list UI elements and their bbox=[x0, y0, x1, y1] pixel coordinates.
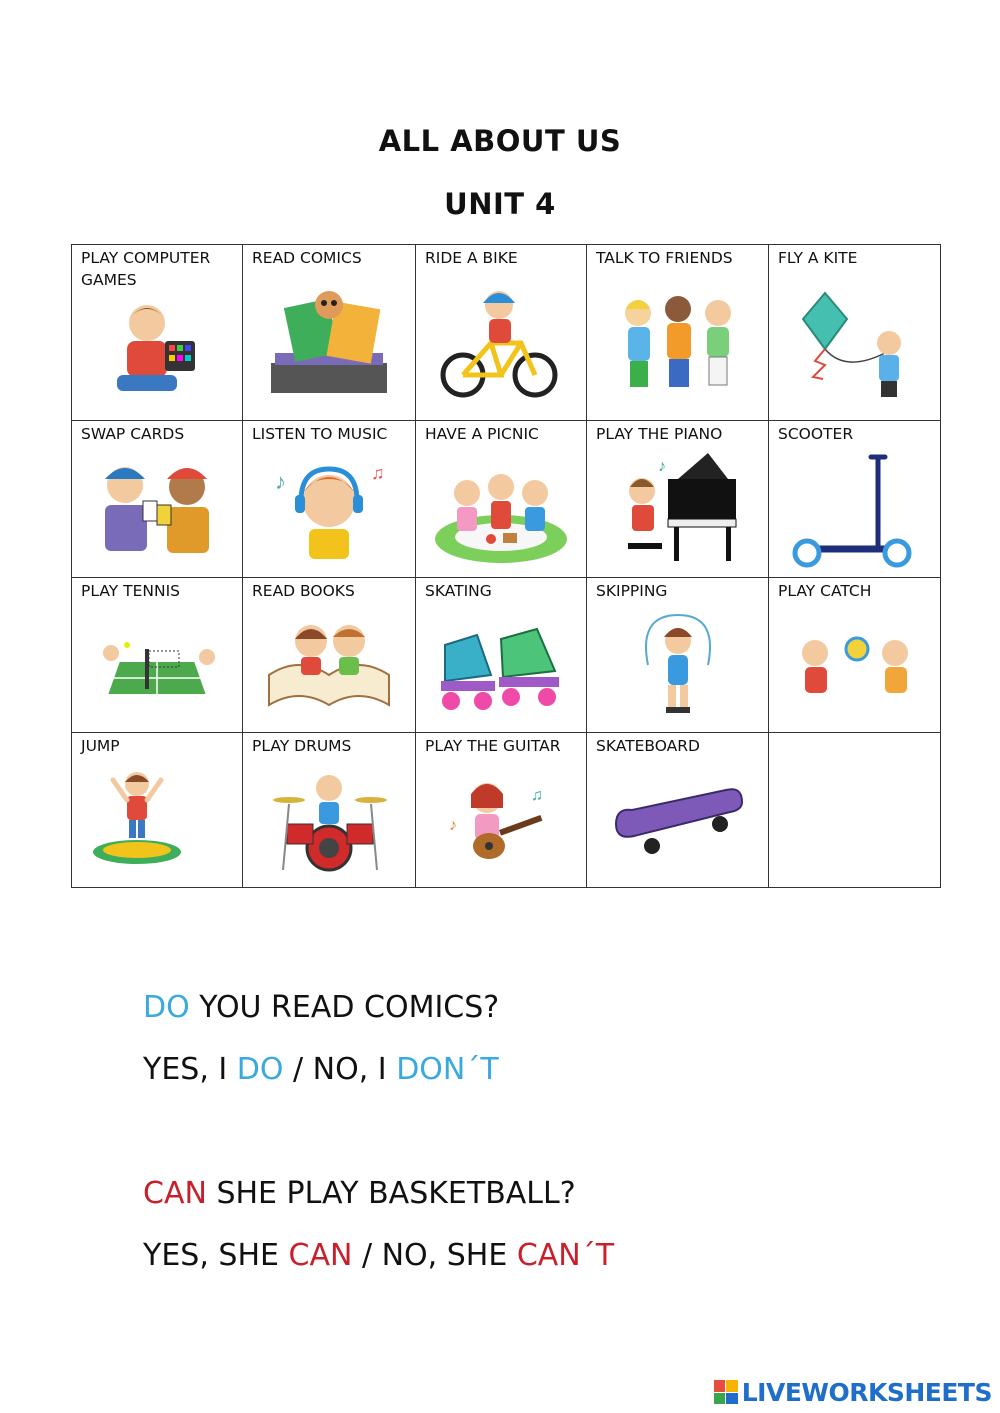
activity-label: SKIPPING bbox=[596, 582, 668, 600]
scooter-icon bbox=[769, 451, 940, 567]
activity-label: SCOOTER bbox=[778, 425, 854, 443]
activity-label: PLAY DRUMS bbox=[252, 737, 352, 755]
ball-icon bbox=[769, 608, 940, 722]
answer-can-no: CAN´T bbox=[516, 1238, 615, 1273]
open-book-icon bbox=[243, 608, 415, 722]
activity-cell bbox=[416, 421, 587, 578]
activity-label: PLAY THE PIANO bbox=[596, 425, 723, 443]
grid-row bbox=[72, 245, 941, 421]
can-verb: CAN bbox=[143, 1176, 207, 1211]
answer-do-no: DON´T bbox=[396, 1052, 499, 1087]
activity-cell bbox=[243, 733, 416, 888]
trading-cards-icon bbox=[72, 451, 242, 567]
svg-text:♫: ♫ bbox=[371, 463, 385, 483]
answer-can-start: YES, SHE bbox=[143, 1238, 289, 1273]
activity-label: READ COMICS bbox=[252, 249, 362, 267]
activity-label: PLAY TENNIS bbox=[81, 582, 180, 600]
activity-label: SKATING bbox=[425, 582, 492, 600]
question-can bbox=[143, 1176, 576, 1211]
activity-cell bbox=[769, 245, 941, 421]
svg-text:♪: ♪ bbox=[657, 458, 666, 475]
do-verb: DO bbox=[143, 990, 190, 1025]
activity-label: READ BOOKS bbox=[252, 582, 355, 600]
question-can-text: SHE PLAY BASKETBALL? bbox=[206, 1176, 576, 1211]
worksheet-title: ALL ABOUT US bbox=[378, 124, 622, 158]
headphones-icon bbox=[243, 451, 415, 567]
grid-row bbox=[72, 421, 941, 578]
activity-cell bbox=[769, 578, 941, 733]
activity-cell bbox=[416, 245, 587, 421]
activity-label: RIDE A BIKE bbox=[425, 249, 518, 267]
answer-do-yes: DO bbox=[236, 1052, 284, 1087]
activity-label: FLY A KITE bbox=[778, 249, 858, 267]
tennis-court-icon bbox=[72, 608, 242, 722]
activity-label: SKATEBOARD bbox=[596, 737, 700, 755]
answer-do-separator: / NO, I bbox=[283, 1052, 397, 1087]
friends-icon bbox=[587, 275, 768, 410]
activity-cell bbox=[587, 578, 769, 733]
activity-cell bbox=[769, 421, 941, 578]
activity-label: PLAY COMPUTER GAMES bbox=[81, 249, 211, 289]
activity-cell bbox=[587, 733, 769, 888]
grid-row bbox=[72, 733, 941, 888]
svg-text:♫: ♫ bbox=[531, 787, 543, 804]
activities-grid bbox=[71, 244, 941, 888]
brand-name: LIVEWORKSHEETS bbox=[741, 1377, 992, 1407]
activity-cell bbox=[243, 578, 416, 733]
activity-cell bbox=[243, 245, 416, 421]
skateboard-icon bbox=[587, 763, 768, 877]
question-do-text: YOU READ COMICS? bbox=[189, 990, 500, 1025]
activity-cell bbox=[587, 245, 769, 421]
answer-do bbox=[143, 1052, 499, 1087]
grid-row bbox=[72, 578, 941, 733]
piano-icon bbox=[587, 451, 768, 567]
activity-cell bbox=[587, 421, 769, 578]
answer-do-start: YES, I bbox=[143, 1052, 237, 1087]
picnic-icon bbox=[416, 451, 586, 567]
activity-label: JUMP bbox=[81, 737, 120, 755]
comics-pile-icon bbox=[243, 275, 415, 410]
activity-label: PLAY THE GUITAR bbox=[425, 737, 561, 755]
drum-kit-icon bbox=[243, 763, 415, 877]
activity-cell bbox=[769, 733, 941, 888]
answer-can bbox=[143, 1238, 614, 1273]
activity-label: TALK TO FRIENDS bbox=[596, 249, 733, 267]
activity-cell bbox=[72, 421, 243, 578]
kite-icon bbox=[769, 275, 940, 410]
activity-cell bbox=[72, 578, 243, 733]
svg-text:♪: ♪ bbox=[449, 817, 457, 834]
activity-cell bbox=[72, 245, 243, 421]
guitar-icon bbox=[416, 763, 586, 877]
answer-can-separator: / NO, SHE bbox=[352, 1238, 517, 1273]
brand-logo-icon bbox=[714, 1380, 738, 1404]
activity-label: LISTEN TO MUSIC bbox=[252, 425, 388, 443]
trampoline-icon bbox=[72, 763, 242, 877]
unit-title: UNIT 4 bbox=[444, 187, 556, 221]
activity-cell bbox=[416, 578, 587, 733]
activity-cell bbox=[243, 421, 416, 578]
activity-cell bbox=[72, 733, 243, 888]
roller-skates-icon bbox=[416, 608, 586, 722]
liveworksheets-brand[interactable] bbox=[714, 1377, 992, 1407]
question-do bbox=[143, 990, 499, 1025]
svg-text:♪: ♪ bbox=[275, 469, 286, 494]
bicycle-icon bbox=[416, 275, 586, 410]
answer-can-yes: CAN bbox=[288, 1238, 353, 1273]
activity-cell bbox=[416, 733, 587, 888]
activity-label: HAVE A PICNIC bbox=[425, 425, 539, 443]
child-tablet-icon bbox=[72, 275, 242, 410]
activity-label: SWAP CARDS bbox=[81, 425, 185, 443]
jump-rope-icon bbox=[587, 608, 768, 722]
activity-label: PLAY CATCH bbox=[778, 582, 872, 600]
